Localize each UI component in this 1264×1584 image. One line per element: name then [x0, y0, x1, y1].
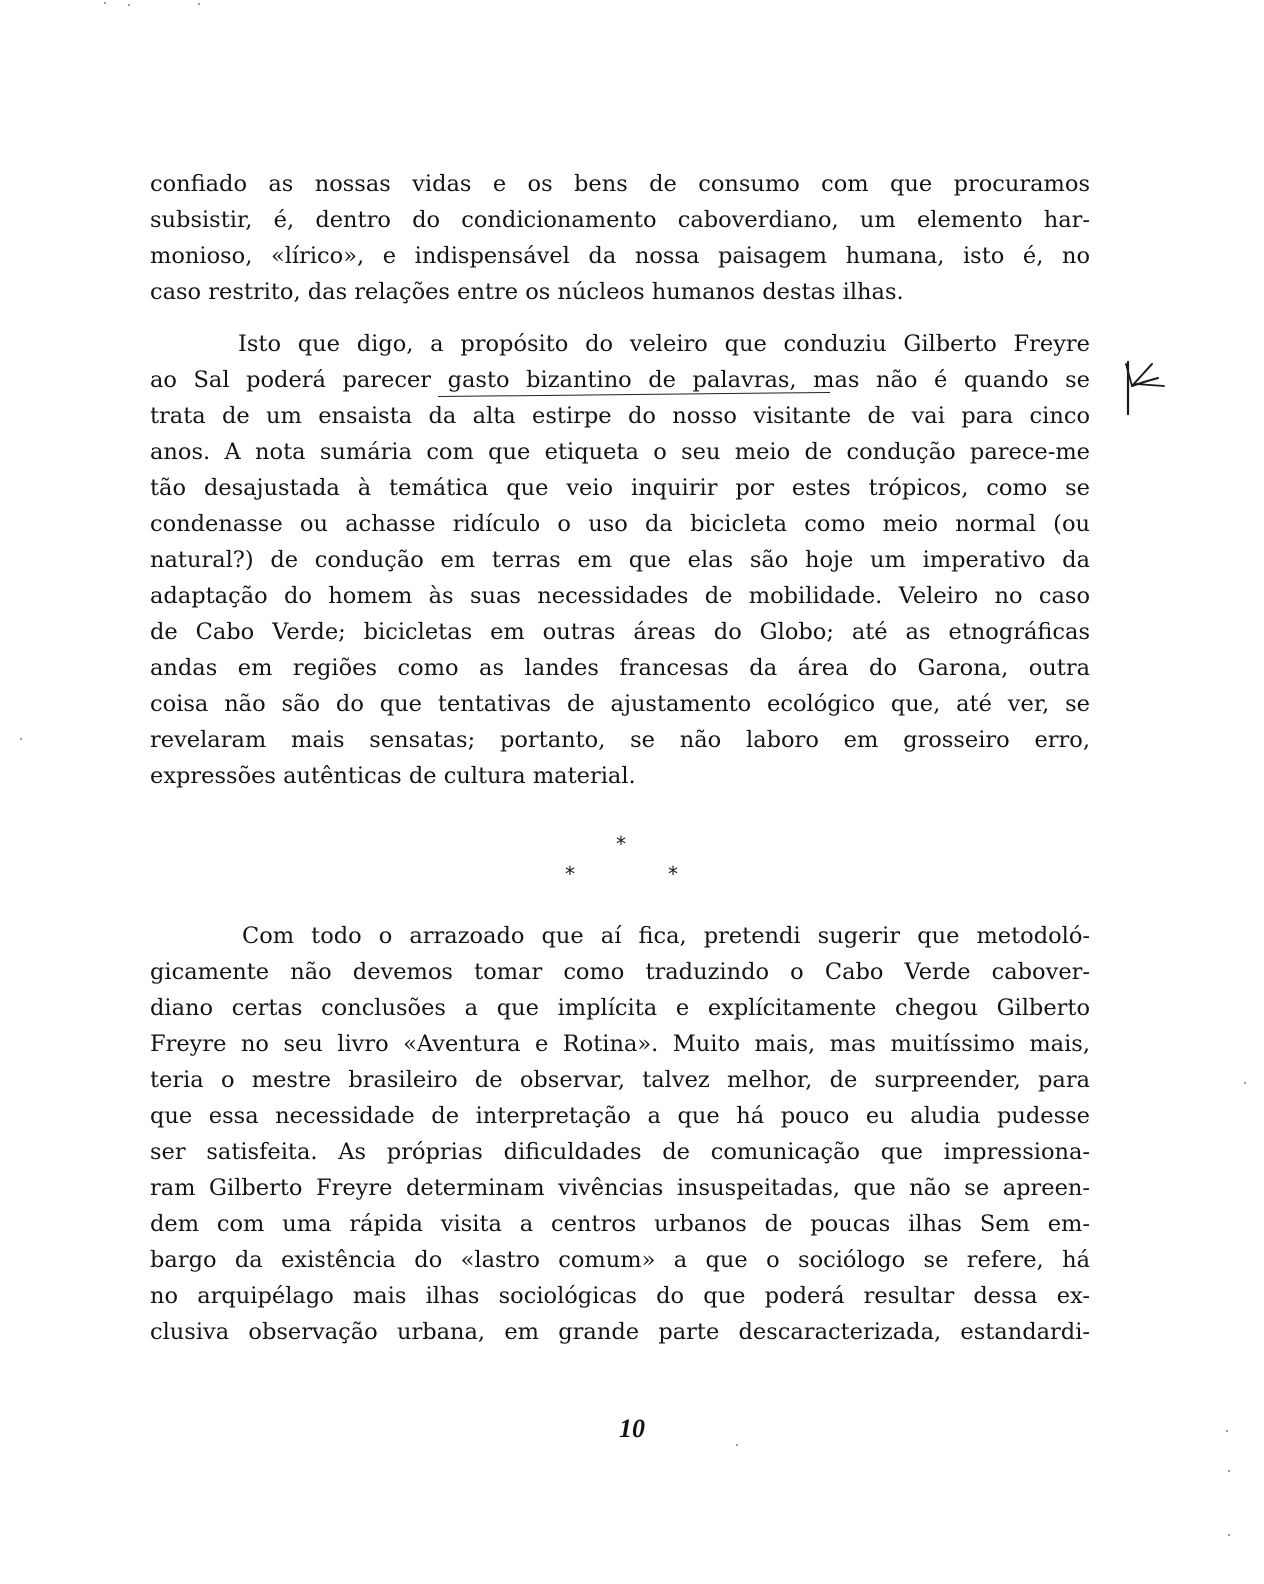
text-line: expressões autênticas de cultura material. [150, 763, 636, 789]
text-line: ao Sal poderá parecer gasto bizantino de palavras, mas não é quando se [150, 367, 1090, 393]
text-line: adaptação do homem às suas necessidades de mobilidade. Veleiro no caso [150, 583, 1090, 609]
scan-speck [1228, 1470, 1230, 1472]
section-separator [0, 828, 1264, 888]
scan-speck [198, 3, 200, 5]
separator-star: * [616, 832, 626, 856]
text-line: Com todo o arrazoado que aí fica, pretendi sugerir que metodoló- [242, 923, 1090, 949]
text-line: dem com uma rápida visita a centros urbanos de poucas ilhas Sem em- [150, 1211, 1090, 1237]
text-line: trata de um ensaista da alta estirpe do nosso visitante de vai para cinco [150, 403, 1090, 429]
text-line: ser satisfeita. As próprias dificuldades de comunicação que impressiona- [150, 1139, 1090, 1165]
scan-speck [1226, 1430, 1228, 1432]
text-line: bargo da existência do «lastro comum» a que o sociólogo se refere, há [150, 1247, 1090, 1273]
text-line: natural?) de condução em terras em que elas são hoje um imperativo da [150, 547, 1090, 573]
text-line: monioso, «lírico», e indispensável da nossa paisagem humana, isto é, no [150, 243, 1090, 269]
separator-star: * [668, 862, 678, 886]
scan-speck [736, 1444, 738, 1446]
text-line: Isto que digo, a propósito do veleiro que conduziu Gilberto Freyre [238, 331, 1090, 357]
text-line: teria o mestre brasileiro de observar, talvez melhor, de surpreender, para [150, 1067, 1090, 1093]
text-line: tão desajustada à temática que veio inquirir por estes trópicos, como se [150, 475, 1090, 501]
page-number: 10 [619, 1414, 645, 1443]
text-line: andas em regiões como as landes francesas da área do Garona, outra [150, 655, 1090, 681]
paragraph-2 [150, 326, 1090, 794]
text-line: coisa não são do que tentativas de ajustamento ecológico que, até ver, se [150, 691, 1090, 717]
scan-speck [1244, 1082, 1246, 1084]
text-line: condenasse ou achasse ridículo o uso da bicicleta como meio normal (ou [150, 511, 1090, 537]
handwritten-margin-mark [1118, 356, 1170, 420]
scan-speck [1228, 1534, 1230, 1536]
paragraph-1 [150, 166, 1090, 310]
text-line: ram Gilberto Freyre determinam vivências insuspeitadas, que não se apreen- [150, 1175, 1090, 1201]
text-line: subsistir, é, dentro do condicionamento caboverdiano, um elemento har- [150, 207, 1090, 233]
text-line: Freyre no seu livro «Aventura e Rotina». Muito mais, mas muitíssimo mais, [150, 1031, 1090, 1057]
scan-speck [128, 4, 130, 6]
text-line: diano certas conclusões a que implícita e explícitamente chegou Gilberto [150, 995, 1090, 1021]
text-line: gicamente não devemos tomar como traduzindo o Cabo Verde cabover- [150, 959, 1090, 985]
text-line: confiado as nossas vidas e os bens de consumo com que procuramos [150, 171, 1090, 197]
text-line: de Cabo Verde; bicicletas em outras áreas do Globo; até as etnográficas [150, 619, 1090, 645]
separator-star: * [565, 862, 575, 886]
text-line: revelaram mais sensatas; portanto, se não laboro em grosseiro erro, [150, 727, 1090, 753]
text-line: no arquipélago mais ilhas sociológicas do que poderá resultar dessa ex- [150, 1283, 1090, 1309]
text-line: clusiva observação urbana, em grande parte descaracterizada, estandardi- [150, 1319, 1090, 1345]
scan-speck [20, 738, 22, 740]
text-line: que essa necessidade de interpretação a que há pouco eu aludia pudesse [150, 1103, 1090, 1129]
text-line: caso restrito, das relações entre os núcleos humanos destas ilhas. [150, 279, 904, 305]
paragraph-3 [150, 918, 1090, 1350]
scan-speck [104, 2, 106, 4]
text-line: anos. A nota sumária com que etiqueta o seu meio de condução parece-me [150, 439, 1090, 465]
